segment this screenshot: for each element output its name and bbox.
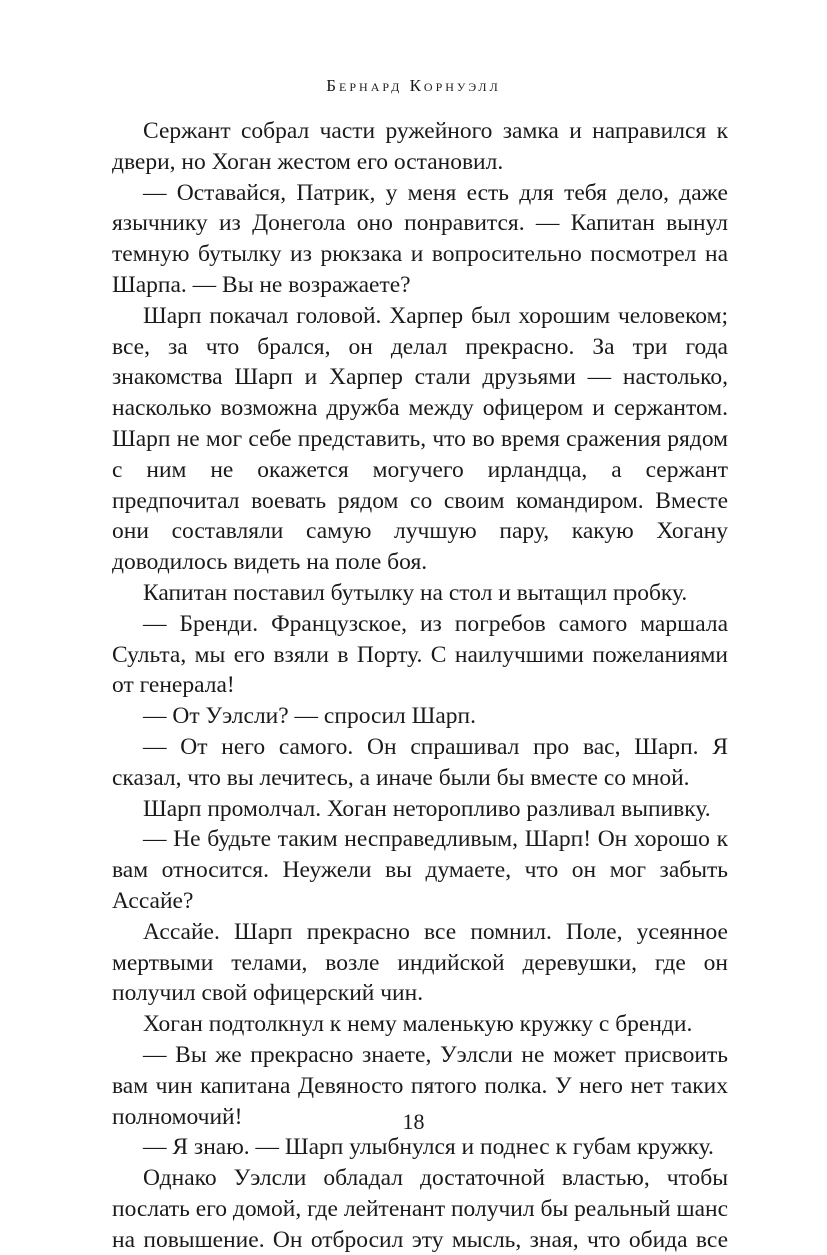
- paragraph-continued: Однако Уэлсли обладал достаточной властью, чтобы послать его домой, где лейтенант получил бы реальный шанс на повышение. Он отбросил эту мысль, зная, что обида все: [112, 1165, 728, 1253]
- body-text: [112, 116, 728, 1255]
- paragraph: — Бренди. Французское, из погребов самого маршала Сульта, мы его взяли в Порту. С наилучшими пожеланиями от генерала!: [112, 610, 728, 699]
- running-header: Бернард Корнуэлл: [326, 76, 501, 95]
- paragraph: Шарп покачал головой. Харпер был хорошим человеком; все, за что брался, он делал прекрасно. За три года знакомства Шарп и Харпер стали друзьями — настолько, насколько возможна дружба между офицером и сержантом. Шарп не мог себе представить, что во время сражения рядом с ним не окажется могучего ирландца, а сержант предпочитал воевать рядом со своим командиром. Вместе они составляли самую лучшую пару, какую Хогану доводилось видеть на поле боя.: [112, 302, 728, 576]
- paragraph: Хоган подтолкнул к нему маленькую кружку с бренди.: [143, 1011, 693, 1038]
- paragraph: — Вы же прекрасно знаете, Уэлсли не может присвоить вам чин капитана Девяносто пятого полка. У него нет таких полномочий!: [112, 1041, 728, 1130]
- page-number: 18: [402, 1109, 425, 1134]
- paragraph: — От Уэлсли? — спросил Шарп.: [143, 703, 476, 730]
- paragraph: — Я знаю. — Шарп улыбнулся и поднес к губам кружку.: [143, 1134, 714, 1161]
- paragraph: — От него самого. Он спрашивал про вас, Шарп. Я сказал, что вы лечитесь, а иначе были бы вместе со мной.: [112, 733, 728, 791]
- paragraph: Шарп промолчал. Хоган неторопливо разливал выпивку.: [143, 795, 711, 822]
- paragraph: Ассайе. Шарп прекрасно все помнил. Поле, усеянное мертвыми телами, возле индийской деревушки, где он получил свой офицерский чин.: [112, 918, 728, 1007]
- paragraph: Сержант собрал части ружейного замка и направился к двери, но Хоган жестом его остановил.: [112, 118, 728, 175]
- paragraph: — Оставайся, Патрик, у меня есть для тебя дело, даже язычнику из Донегола оно понравится. — Капитан вынул темную бутылку из рюкзака и вопросительно посмотрел на Шарпа. — Вы не возражаете?: [112, 179, 728, 298]
- paragraph: — Не будьте таким несправедливым, Шарп! Он хорошо к вам относится. Неужели вы думаете, что он мог забыть Ассайе?: [112, 826, 728, 914]
- paragraph: Капитан поставил бутылку на стол и вытащил пробку.: [143, 579, 688, 606]
